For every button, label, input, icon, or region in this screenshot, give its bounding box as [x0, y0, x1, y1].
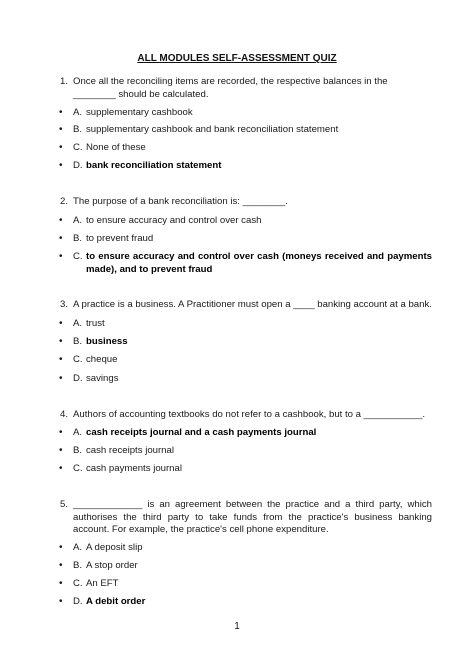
option-letter: A.	[73, 542, 83, 553]
option-letter: D.	[73, 596, 83, 607]
option-text: savings	[86, 373, 119, 384]
option-text: trust	[86, 318, 105, 329]
option-letter: C.	[73, 578, 83, 589]
option-text-answer: A debit order	[86, 596, 146, 607]
option-letter: D.	[73, 373, 83, 384]
bullet-icon: •	[59, 124, 63, 135]
bullet-icon: •	[59, 160, 63, 171]
question-5	[0, 499, 474, 537]
bullet-icon: •	[59, 463, 63, 474]
bullet-icon: •	[59, 215, 63, 226]
option-text: cash receipts journal	[86, 445, 174, 456]
option-text: An EFT	[86, 578, 119, 589]
bullet-icon: •	[59, 560, 63, 571]
option-letter: B.	[73, 124, 83, 135]
option-text: None of these	[86, 142, 146, 153]
option-text: cash payments journal	[86, 463, 182, 474]
bullet-icon: •	[59, 373, 63, 384]
option-letter: C.	[73, 354, 83, 365]
option-letter: C.	[73, 463, 83, 474]
bullet-icon: •	[59, 107, 63, 118]
option-letter: A.	[73, 427, 83, 438]
question-number: 5.	[60, 499, 69, 510]
option-letter: B.	[73, 560, 83, 571]
option-text-answer: bank reconciliation statement	[86, 160, 222, 171]
question-text: The purpose of a bank reconciliation is: ________.	[73, 196, 288, 207]
option-text: A stop order	[86, 560, 138, 571]
bullet-icon: •	[59, 427, 63, 438]
option-letter: A.	[73, 215, 83, 226]
option-letter: B.	[73, 233, 83, 244]
option-letter: C.	[73, 142, 83, 153]
option-text: to prevent fraud	[86, 233, 154, 244]
bullet-icon: •	[59, 354, 63, 365]
bullet-icon: •	[59, 542, 63, 553]
bullet-icon: •	[59, 445, 63, 456]
question-text: Once all the reconciling items are recorded, the respective balances in the ________ should be calculated.	[73, 76, 388, 100]
question-2	[0, 196, 474, 209]
option-text: supplementary cashbook	[86, 107, 193, 118]
option-text-answer: business	[86, 336, 128, 347]
question-1	[0, 76, 474, 101]
option-letter: D.	[73, 160, 83, 171]
question-text: A practice is a business. A Practitioner must open a ____ banking account at a bank.	[73, 299, 432, 310]
bullet-icon: •	[59, 251, 63, 262]
question-number: 1.	[60, 76, 69, 87]
bullet-icon: •	[59, 336, 63, 347]
bullet-icon: •	[59, 142, 63, 153]
option-letter: A.	[73, 318, 83, 329]
option-letter: A.	[73, 107, 83, 118]
option-text-answer: cash receipts journal and a cash payments journal	[86, 427, 317, 438]
page-number: 1	[234, 621, 240, 632]
option-letter: C.	[73, 251, 83, 262]
question-number: 2.	[60, 196, 69, 207]
question-4	[0, 409, 474, 422]
bullet-icon: •	[59, 596, 63, 607]
question-number: 4.	[60, 409, 69, 420]
question-text: _____________ is an agreement between the practice and a third party, which authorises the third party to take funds from the practice's business banking account. For example, the practice's cell phone expenditure.	[73, 499, 432, 535]
option-text: to ensure accuracy and control over cash	[86, 215, 262, 226]
option-text: cheque	[86, 354, 118, 365]
question-number: 3.	[60, 299, 69, 310]
option-letter: B.	[73, 336, 83, 347]
option-text: supplementary cashbook and bank reconciliation statement	[86, 124, 339, 135]
bullet-icon: •	[59, 578, 63, 589]
bullet-icon: •	[59, 233, 63, 244]
option-text-answer: to ensure accuracy and control over cash (moneys received and payments made), and to prevent fraud	[86, 251, 432, 275]
option-text: A deposit slip	[86, 542, 143, 553]
bullet-icon: •	[59, 318, 63, 329]
question-text: Authors of accounting textbooks do not refer to a cashbook, but to a ___________.	[73, 409, 426, 420]
question-3	[0, 299, 474, 312]
page-title: ALL MODULES SELF-ASSESSMENT QUIZ	[137, 53, 337, 64]
option-letter: B.	[73, 445, 83, 456]
